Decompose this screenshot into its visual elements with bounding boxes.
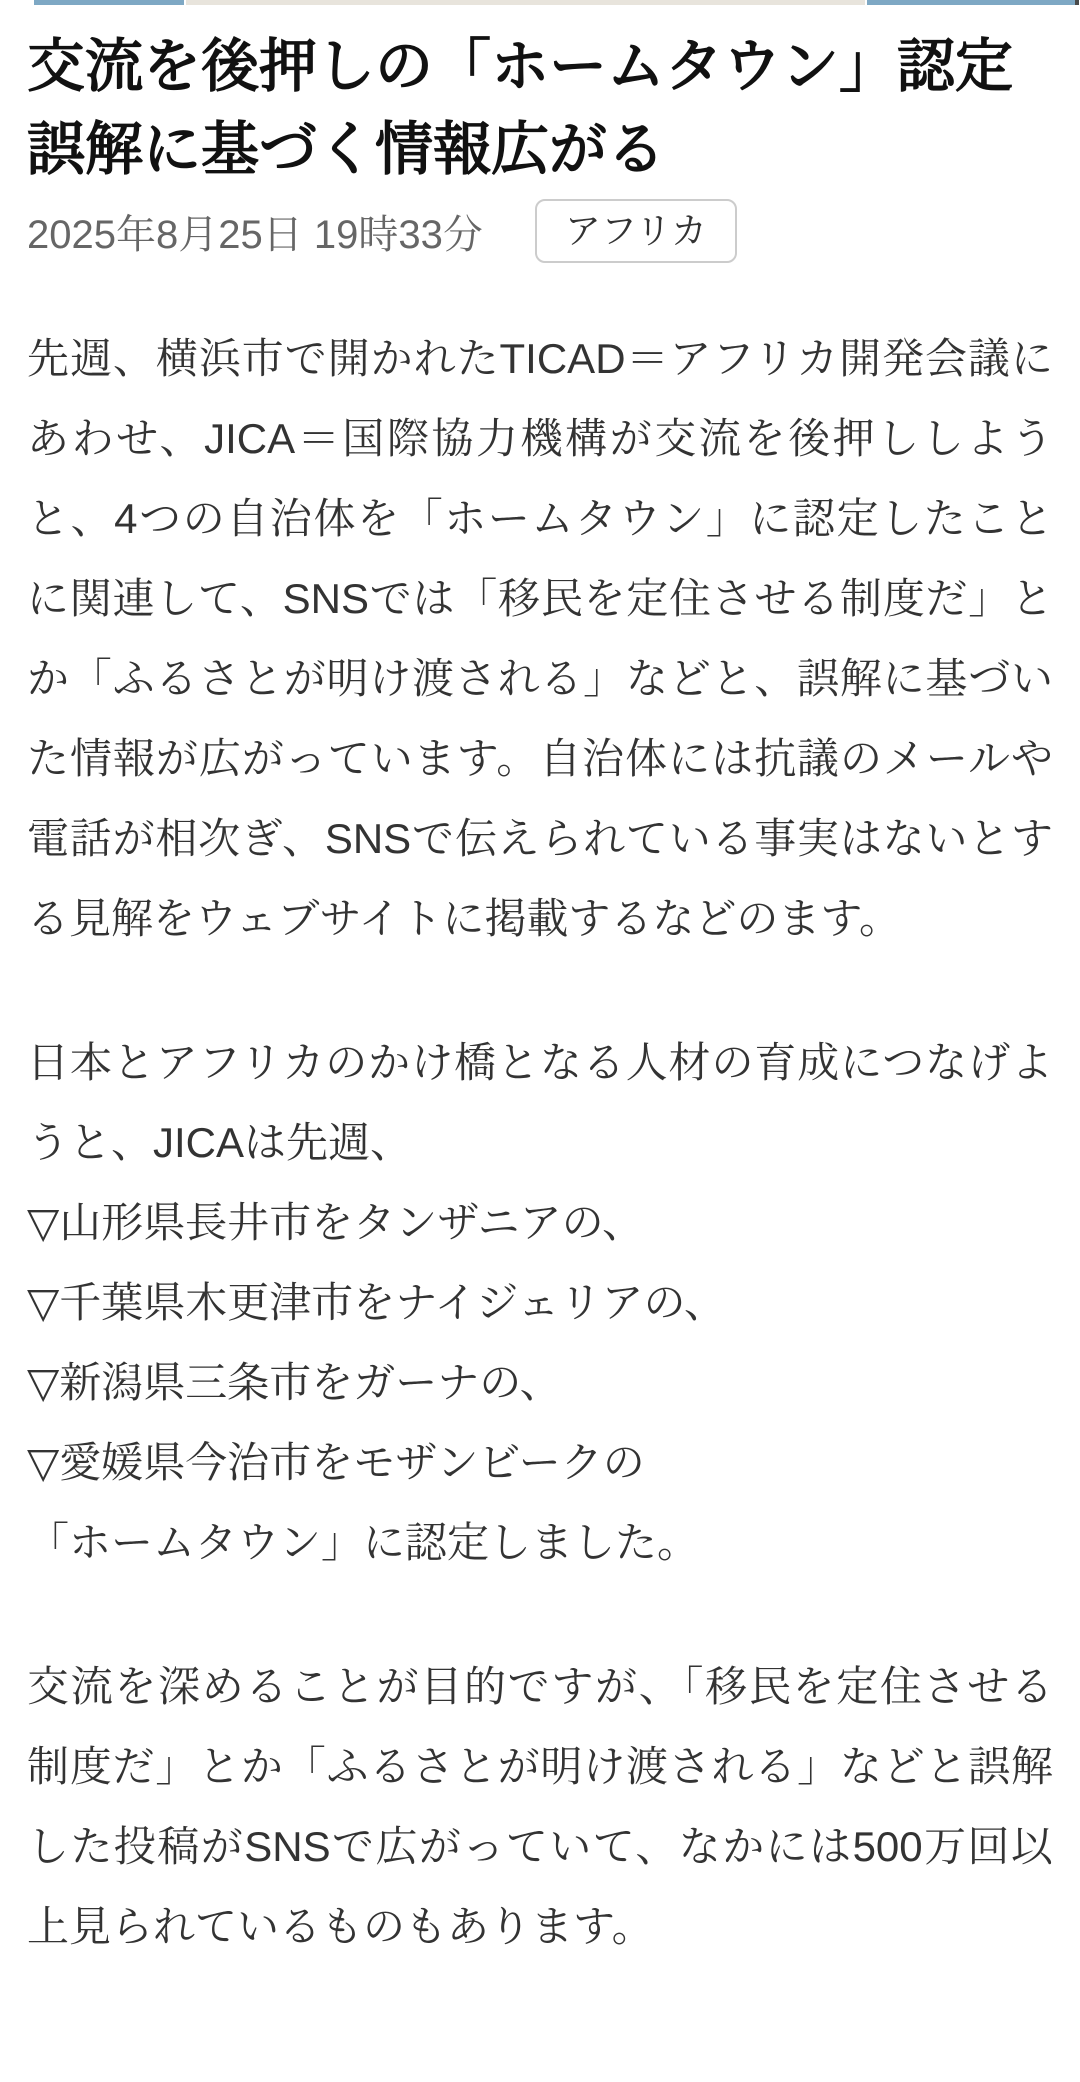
paragraph-2-line-kisarazu: ▽千葉県木更津市をナイジェリアの、 [27, 1279, 726, 1326]
article-container [0, 25, 1080, 1967]
article-title-line-1: 交流を後押しの「ホームタウン」認定 [27, 34, 1014, 99]
article-meta-row [27, 199, 1053, 263]
top-cutoff-strip [0, 0, 1080, 5]
paragraph-2-line-hometown: 「ホームタウン」に認定しました。 [27, 1519, 700, 1566]
article-title [27, 25, 1053, 191]
paragraph-2-line-imabari: ▽愛媛県今治市をモザンビークの [27, 1439, 645, 1486]
paragraph-2-line-nagai: ▽山形県長井市をタンザニアの、 [27, 1199, 644, 1246]
article-title-line-2: 誤解に基づく情報広がる [27, 117, 666, 182]
paragraph-2 [27, 1023, 1053, 1583]
paragraph-2-line-intro: 日本とアフリカのかけ橋となる人材の育成につなげようと、JICAは先週、 [27, 1039, 1053, 1166]
paragraph-3: 交流を深めることが目的ですが、「移民を定住させる制度だ」とか「ふるさとが明け渡される」などと誤解した投稿がSNSで広がっていて、なかには500万回以上見られているものもあります。 [27, 1663, 1053, 1950]
top-strip-segment-left-blue [34, 0, 184, 5]
paragraph-1: 先週、横浜市で開かれたTICAD＝アフリカ開発会議にあわせ、JICA＝国際協力機構が交流を後押ししようと、4つの自治体を「ホームタウン」に認定したことに関連して、SNSでは「移民を定住させる制度だ」とか「ふるさとが明け渡される」などと、誤解に基づいた情報が広がっています。自治体には抗議のメールや電話が相次ぎ、SNSで伝えられている事実はないとする見解をウェブサイトに掲載するなどのます。 [27, 335, 1053, 942]
top-strip-segment-right-blue [867, 0, 1075, 5]
top-strip-dark-edge [1075, 0, 1079, 5]
category-tag-africa[interactable]: アフリカ [535, 199, 737, 263]
article-body [27, 319, 1053, 1967]
paragraph-2-line-sanjo: ▽新潟県三条市をガーナの、 [27, 1359, 562, 1406]
top-strip-segment-beige [186, 0, 865, 5]
publish-date: 2025年8月25日 19時33分 [27, 212, 483, 257]
